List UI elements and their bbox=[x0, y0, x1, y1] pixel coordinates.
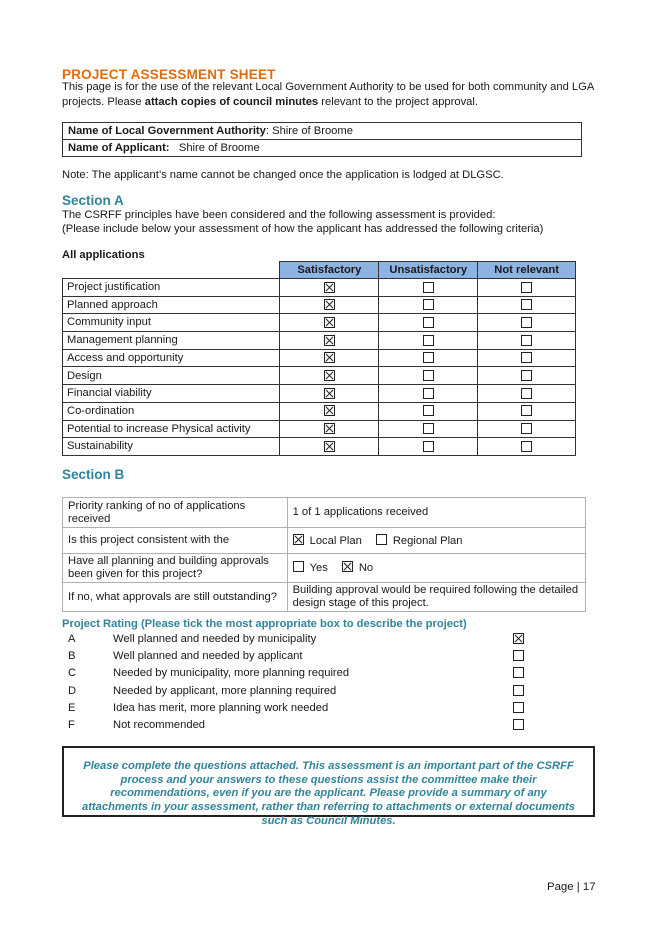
checkbox-not-relevant[interactable] bbox=[521, 388, 532, 399]
rating-letter: A bbox=[68, 633, 76, 645]
checkbox-satisfactory[interactable] bbox=[324, 370, 335, 381]
criteria-checkbox-cell bbox=[478, 385, 576, 403]
criteria-label: Project justification bbox=[63, 279, 280, 297]
applicant-cell bbox=[63, 140, 582, 157]
authority-cell bbox=[63, 123, 582, 140]
rating-label: Needed by applicant, more planning required bbox=[113, 684, 337, 697]
rating-label: Idea has merit, more planning work needed bbox=[113, 701, 329, 714]
checkbox-satisfactory[interactable] bbox=[324, 405, 335, 416]
rating-option bbox=[62, 631, 532, 648]
rating-checkbox[interactable] bbox=[513, 650, 524, 661]
outstanding-value: Building approval would be required following the detailed design stage of this project. bbox=[287, 583, 585, 612]
criteria-row bbox=[63, 385, 576, 403]
criteria-checkbox-cell bbox=[478, 314, 576, 332]
checkbox-icon[interactable] bbox=[293, 534, 304, 545]
column-header: Unsatisfactory bbox=[379, 262, 478, 279]
rating-checkbox[interactable] bbox=[513, 719, 524, 730]
rating-label: Not recommended bbox=[113, 718, 206, 731]
criteria-row bbox=[63, 349, 576, 367]
checkbox-unsatisfactory[interactable] bbox=[423, 282, 434, 293]
rating-checkbox[interactable] bbox=[513, 633, 524, 644]
priority-label: Priority ranking of no of applications received bbox=[63, 498, 288, 528]
criteria-row bbox=[63, 296, 576, 314]
rating-letter: D bbox=[68, 684, 77, 697]
criteria-checkbox-cell bbox=[379, 314, 478, 332]
criteria-row bbox=[63, 367, 576, 385]
project-rating-list bbox=[62, 631, 532, 734]
checkbox-satisfactory[interactable] bbox=[324, 299, 335, 310]
criteria-checkbox-cell bbox=[379, 438, 478, 456]
rating-option bbox=[62, 700, 532, 717]
checkbox-satisfactory[interactable] bbox=[324, 388, 335, 399]
project-rating-heading: Project Rating (Please tick the most appropriate box to describe the project) bbox=[62, 618, 467, 630]
criteria-checkbox-cell bbox=[280, 385, 379, 403]
checkbox-unsatisfactory[interactable] bbox=[423, 405, 434, 416]
criteria-checkbox-cell bbox=[478, 402, 576, 420]
criteria-label: Access and opportunity bbox=[63, 349, 280, 367]
criteria-row bbox=[63, 314, 576, 332]
section-b-heading: Section B bbox=[62, 467, 125, 482]
section-b-table bbox=[62, 497, 586, 612]
option-label: No bbox=[358, 562, 374, 574]
checkbox-unsatisfactory[interactable] bbox=[423, 299, 434, 310]
criteria-checkbox-cell bbox=[280, 349, 379, 367]
option-regional-plan[interactable] bbox=[376, 534, 463, 548]
checkbox-satisfactory[interactable] bbox=[324, 317, 335, 328]
checkbox-unsatisfactory[interactable] bbox=[423, 423, 434, 434]
criteria-checkbox-cell bbox=[280, 367, 379, 385]
column-header: Satisfactory bbox=[280, 262, 379, 279]
checkbox-satisfactory[interactable] bbox=[324, 423, 335, 434]
criteria-checkbox-cell bbox=[478, 367, 576, 385]
option-local-plan[interactable] bbox=[293, 534, 362, 548]
checkbox-not-relevant[interactable] bbox=[521, 317, 532, 328]
rating-label: Well planned and needed by municipality bbox=[113, 633, 317, 645]
criteria-label: Potential to increase Physical activity bbox=[63, 420, 280, 438]
option-label: Regional Plan bbox=[392, 534, 463, 547]
criteria-label: Design bbox=[63, 367, 280, 385]
rating-checkbox[interactable] bbox=[513, 667, 524, 678]
checkbox-unsatisfactory[interactable] bbox=[423, 388, 434, 399]
section-a-description: The CSRFF principles have been considered and the following assessment is provided: (Please include below your assessment of how the applicant has addressed the following criteria) bbox=[62, 209, 544, 235]
criteria-checkbox-cell bbox=[379, 385, 478, 403]
all-applications-label: All applications bbox=[62, 249, 145, 261]
criteria-checkbox-cell bbox=[280, 438, 379, 456]
criteria-checkbox-cell bbox=[478, 296, 576, 314]
checkbox-icon[interactable] bbox=[376, 534, 387, 545]
checkbox-not-relevant[interactable] bbox=[521, 441, 532, 452]
approvals-label: Have all planning and building approvals been given for this project? bbox=[63, 554, 288, 583]
intro-text: This page is for the use of the relevant Local Government Authority to be used for both community and LGA projects. Please attach copies of council minutes relevant to the project approval. bbox=[62, 81, 594, 108]
rating-letter: F bbox=[68, 718, 75, 731]
criteria-table bbox=[62, 261, 576, 456]
criteria-checkbox-cell bbox=[379, 402, 478, 420]
criteria-checkbox-cell bbox=[280, 314, 379, 332]
criteria-checkbox-cell bbox=[280, 420, 379, 438]
checkbox-unsatisfactory[interactable] bbox=[423, 335, 434, 346]
checkbox-not-relevant[interactable] bbox=[521, 299, 532, 310]
checkbox-unsatisfactory[interactable] bbox=[423, 370, 434, 381]
checkbox-not-relevant[interactable] bbox=[521, 282, 532, 293]
authority-label: Name of Local Government Authority bbox=[68, 124, 266, 137]
rating-letter: E bbox=[68, 701, 76, 714]
checkbox-not-relevant[interactable] bbox=[521, 423, 532, 434]
criteria-checkbox-cell bbox=[379, 420, 478, 438]
criteria-row bbox=[63, 420, 576, 438]
section-a-heading: Section A bbox=[62, 193, 124, 208]
rating-letter: C bbox=[68, 667, 77, 680]
criteria-row bbox=[63, 402, 576, 420]
checkbox-satisfactory[interactable] bbox=[324, 335, 335, 346]
page-number: Page | 17 bbox=[547, 881, 596, 893]
page-title: PROJECT ASSESSMENT SHEET bbox=[62, 67, 276, 82]
criteria-checkbox-cell bbox=[280, 279, 379, 297]
rating-option bbox=[62, 665, 532, 682]
applicant-label: Name of Applicant: bbox=[68, 141, 170, 154]
checkbox-satisfactory[interactable] bbox=[324, 352, 335, 363]
criteria-checkbox-cell bbox=[379, 332, 478, 350]
checkbox-satisfactory[interactable] bbox=[324, 282, 335, 293]
checkbox-unsatisfactory[interactable] bbox=[423, 441, 434, 452]
consistent-options bbox=[287, 528, 585, 554]
criteria-checkbox-cell bbox=[379, 349, 478, 367]
consistent-label: Is this project consistent with the bbox=[63, 528, 288, 554]
criteria-label: Co-ordination bbox=[63, 402, 280, 420]
approvals-options bbox=[287, 554, 585, 583]
criteria-checkbox-cell bbox=[478, 332, 576, 350]
applicant-note: Note: The applicant’s name cannot be changed once the application is lodged at DLGSC. bbox=[62, 169, 504, 181]
checkbox-not-relevant[interactable] bbox=[521, 335, 532, 346]
option-label: Local Plan bbox=[309, 534, 362, 547]
criteria-label: Community input bbox=[63, 314, 280, 332]
checkbox-satisfactory[interactable] bbox=[324, 441, 335, 452]
checkbox-icon[interactable] bbox=[293, 561, 304, 572]
checkbox-unsatisfactory[interactable] bbox=[423, 317, 434, 328]
criteria-checkbox-cell bbox=[478, 420, 576, 438]
rating-checkbox[interactable] bbox=[513, 702, 524, 713]
rating-label: Needed by municipality, more planning required bbox=[113, 667, 350, 680]
criteria-checkbox-cell bbox=[280, 332, 379, 350]
rating-letter: B bbox=[68, 650, 76, 663]
rating-checkbox[interactable] bbox=[513, 685, 524, 696]
criteria-checkbox-cell bbox=[478, 438, 576, 456]
checkbox-not-relevant[interactable] bbox=[521, 405, 532, 416]
criteria-checkbox-cell bbox=[280, 402, 379, 420]
criteria-label: Financial viability bbox=[63, 385, 280, 403]
criteria-checkbox-cell bbox=[379, 279, 478, 297]
criteria-checkbox-cell bbox=[379, 296, 478, 314]
criteria-checkbox-cell bbox=[478, 349, 576, 367]
criteria-row bbox=[63, 279, 576, 297]
rating-option bbox=[62, 717, 532, 734]
rating-option bbox=[62, 683, 532, 700]
option-yes[interactable] bbox=[293, 561, 328, 575]
applicant-details-table bbox=[62, 122, 582, 157]
criteria-checkbox-cell bbox=[478, 279, 576, 297]
checkbox-not-relevant[interactable] bbox=[521, 370, 532, 381]
option-label: Yes bbox=[309, 562, 328, 574]
criteria-label: Management planning bbox=[63, 332, 280, 350]
checkbox-unsatisfactory[interactable] bbox=[423, 352, 434, 363]
criteria-checkbox-cell bbox=[280, 296, 379, 314]
checkbox-not-relevant[interactable] bbox=[521, 352, 532, 363]
outstanding-label: If no, what approvals are still outstanding? bbox=[63, 583, 288, 612]
instructions-notice: Please complete the questions attached. This assessment is an important part of the CSRFF process and your answers to these questions assist the committee make their recommendations, even if you are the applicant. Please provide a summary of any attachments in your assessment, rather than referring to attachments or external documents such as Council Minutes. bbox=[62, 746, 595, 817]
authority-value: : Shire of Broome bbox=[265, 124, 353, 137]
priority-value: 1 of 1 applications received bbox=[287, 498, 585, 528]
criteria-row bbox=[63, 438, 576, 456]
column-header: Not relevant bbox=[478, 262, 576, 279]
criteria-header-row bbox=[63, 262, 576, 279]
rating-option bbox=[62, 648, 532, 665]
checkbox-icon[interactable] bbox=[342, 561, 353, 572]
criteria-row bbox=[63, 332, 576, 350]
option-no[interactable] bbox=[342, 561, 373, 575]
criteria-label: Planned approach bbox=[63, 296, 280, 314]
criteria-checkbox-cell bbox=[379, 367, 478, 385]
rating-label: Well planned and needed by applicant bbox=[113, 650, 303, 663]
criteria-label: Sustainability bbox=[63, 438, 280, 456]
applicant-value: Shire of Broome bbox=[178, 141, 260, 154]
